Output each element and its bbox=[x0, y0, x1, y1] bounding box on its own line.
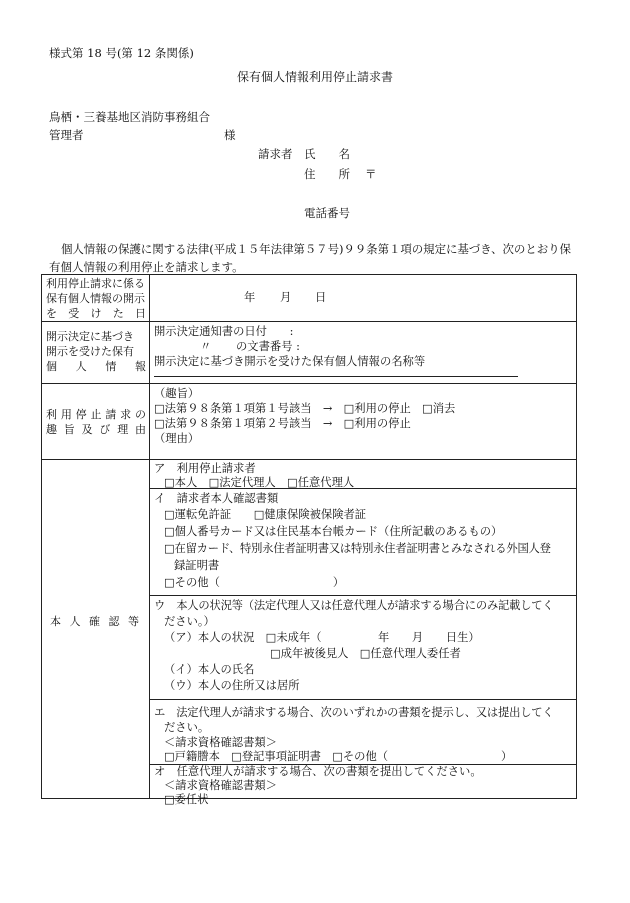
label-char: の bbox=[134, 408, 146, 421]
label-char: 人 bbox=[75, 360, 87, 373]
person-name-label: （イ）本人の氏名 bbox=[164, 663, 255, 676]
purpose-field[interactable] bbox=[150, 384, 577, 460]
section-a-requester bbox=[150, 460, 576, 489]
section-o-doc-options[interactable]: □委任状 bbox=[164, 793, 209, 806]
label-char: 利 bbox=[46, 408, 57, 421]
disclosed-info-field[interactable] bbox=[150, 322, 577, 384]
section-i-documents bbox=[150, 489, 576, 596]
label-char: 及 bbox=[81, 423, 93, 436]
label-char: 請 bbox=[105, 408, 117, 421]
address-label: 住 所 bbox=[304, 167, 350, 181]
label-line-spread bbox=[46, 407, 146, 422]
label-char: 用 bbox=[60, 408, 72, 421]
label-char: 等 bbox=[128, 615, 139, 628]
row-disclosure-date bbox=[42, 275, 577, 322]
label-char: 認 bbox=[108, 615, 120, 628]
section-i-heading: イ 請求者本人確認書類 bbox=[154, 492, 279, 505]
label-char: 理 bbox=[117, 423, 129, 436]
name-label: 氏 名 bbox=[304, 147, 350, 161]
label-char: 人 bbox=[69, 615, 81, 628]
form-number: 様式第 18 号(第 12 条関係) bbox=[49, 46, 194, 60]
row-purpose bbox=[42, 384, 577, 460]
label-char: 情 bbox=[105, 360, 117, 373]
requester-label: 請求者 bbox=[258, 147, 293, 161]
notice-date-label: 開示決定通知書の日付 : bbox=[154, 325, 294, 338]
doc-option-license[interactable]: □運転免許証 □健康保険被保険者証 bbox=[164, 508, 367, 521]
label-char: 報 bbox=[134, 360, 146, 373]
doc-option-residence-card[interactable]: □在留カード、特別永住者証明書又は特別永住者証明書とみなされる外国人登 bbox=[164, 542, 551, 555]
label-char: 確 bbox=[89, 615, 100, 628]
person-address-label: （ウ）本人の住所又は居所 bbox=[164, 679, 300, 692]
section-e-legal-rep bbox=[150, 700, 576, 765]
label-char: び bbox=[99, 423, 111, 436]
doc-option-other[interactable]: □その他（ ） bbox=[164, 576, 345, 589]
section-u-heading: ウ 本人の状況等（法定代理人又は任意代理人が請求する場合にのみ記載してく bbox=[154, 599, 554, 612]
postal-mark: 〒 bbox=[365, 167, 377, 181]
phone-label: 電話番号 bbox=[304, 206, 350, 220]
label-disclosure-date bbox=[42, 275, 150, 322]
label-line-spread bbox=[50, 614, 139, 629]
doc-option-mynumber[interactable]: □個人番号カード又は住民基本台帳カード（住所記載のあるもの） bbox=[164, 525, 503, 538]
label-char: 日 bbox=[135, 307, 146, 320]
addressee-role: 管理者 bbox=[49, 128, 84, 142]
label-char: 停 bbox=[75, 408, 87, 421]
purpose-heading: （趣旨） bbox=[154, 387, 200, 400]
section-u-heading-cont: ださい。） bbox=[164, 615, 215, 628]
month-label: 月 bbox=[280, 291, 292, 304]
label-char: 旨 bbox=[63, 423, 75, 436]
section-e-docs-heading: ＜請求資格確認書類＞ bbox=[164, 736, 277, 749]
section-u-status bbox=[150, 596, 576, 700]
label-char: け bbox=[90, 307, 102, 320]
doc-option-residence-card-cont: 録証明書 bbox=[174, 559, 220, 572]
year-label: 年 bbox=[244, 291, 256, 304]
label-char: 止 bbox=[90, 408, 102, 421]
label-disclosed-info bbox=[42, 322, 150, 384]
purpose-option-2[interactable]: □法第９８条第１項第２号該当 → □利用の停止 bbox=[154, 417, 411, 430]
label-char: 求 bbox=[120, 408, 132, 421]
label-line-spread bbox=[46, 306, 146, 321]
row-identity bbox=[42, 460, 577, 799]
label-line: 開示を受けた保有 bbox=[46, 345, 134, 358]
label-char: 趣 bbox=[46, 423, 57, 436]
addressee-org: 鳥栖・三養基地区消防事務組合 bbox=[49, 110, 210, 124]
person-status-minor[interactable]: （ア）本人の状況 □未成年（ 年 月 日生） bbox=[164, 631, 480, 644]
section-e-heading-cont: ださい。 bbox=[164, 721, 210, 734]
label-char: を bbox=[46, 307, 57, 320]
doc-number-label: の文書番号 : bbox=[236, 340, 300, 353]
label-char: 受 bbox=[68, 307, 80, 320]
label-line-spread bbox=[46, 422, 146, 437]
person-status-other[interactable]: □成年被後見人 □任意代理人委任者 bbox=[270, 647, 461, 660]
section-e-heading: エ 法定代理人が請求する場合、次のいずれかの書類を提示し、又は提出してく bbox=[154, 706, 554, 719]
ditto-mark: 〃 bbox=[200, 340, 212, 353]
identity-field bbox=[150, 460, 577, 806]
disclosure-date-field[interactable] bbox=[150, 275, 577, 322]
section-o-heading: オ 任意代理人が請求する場合、次の書類を提出してください。 bbox=[154, 765, 482, 778]
label-line-spread bbox=[46, 359, 146, 374]
label-identity bbox=[42, 460, 150, 799]
label-line: 開示決定に基づき bbox=[46, 330, 134, 343]
request-form-table bbox=[41, 274, 577, 806]
honorific: 様 bbox=[224, 128, 236, 142]
info-name-underline bbox=[154, 376, 518, 377]
label-char: 本 bbox=[50, 615, 61, 628]
day-label: 日 bbox=[315, 291, 327, 304]
section-e-doc-options[interactable]: □戸籍謄本 □登記事項証明書 □その他（ ） bbox=[164, 750, 513, 763]
section-o-agent bbox=[150, 765, 576, 806]
label-char: 由 bbox=[134, 423, 146, 436]
requester-options[interactable]: □本人 □法定代理人 □任意代理人 bbox=[164, 476, 355, 489]
info-name-label: 開示決定に基づき開示を受けた保有個人情報の名称等 bbox=[154, 355, 426, 368]
intro-line-2: 有個人情報の利用停止を請求します。 bbox=[49, 260, 244, 274]
purpose-option-1[interactable]: □法第９８条第１項第１号該当 → □利用の停止 □消去 bbox=[154, 402, 456, 415]
label-char: 個 bbox=[46, 360, 57, 373]
label-line: 利用停止請求に係る bbox=[46, 277, 145, 290]
label-purpose bbox=[42, 384, 150, 460]
reason-heading: （理由） bbox=[154, 432, 200, 445]
section-o-docs-heading: ＜請求資格確認書類＞ bbox=[164, 779, 277, 792]
row-disclosed-info bbox=[42, 322, 577, 384]
page-title: 保有個人情報利用停止請求書 bbox=[237, 70, 394, 84]
intro-line-1: 個人情報の保護に関する法律(平成１５年法律第５７号)９９条第１項の規定に基づき、次のとおり保 bbox=[61, 242, 571, 256]
label-char: た bbox=[112, 307, 124, 320]
label-line: 保有個人情報の開示 bbox=[46, 292, 145, 305]
section-a-heading: ア 利用停止請求者 bbox=[154, 462, 256, 475]
